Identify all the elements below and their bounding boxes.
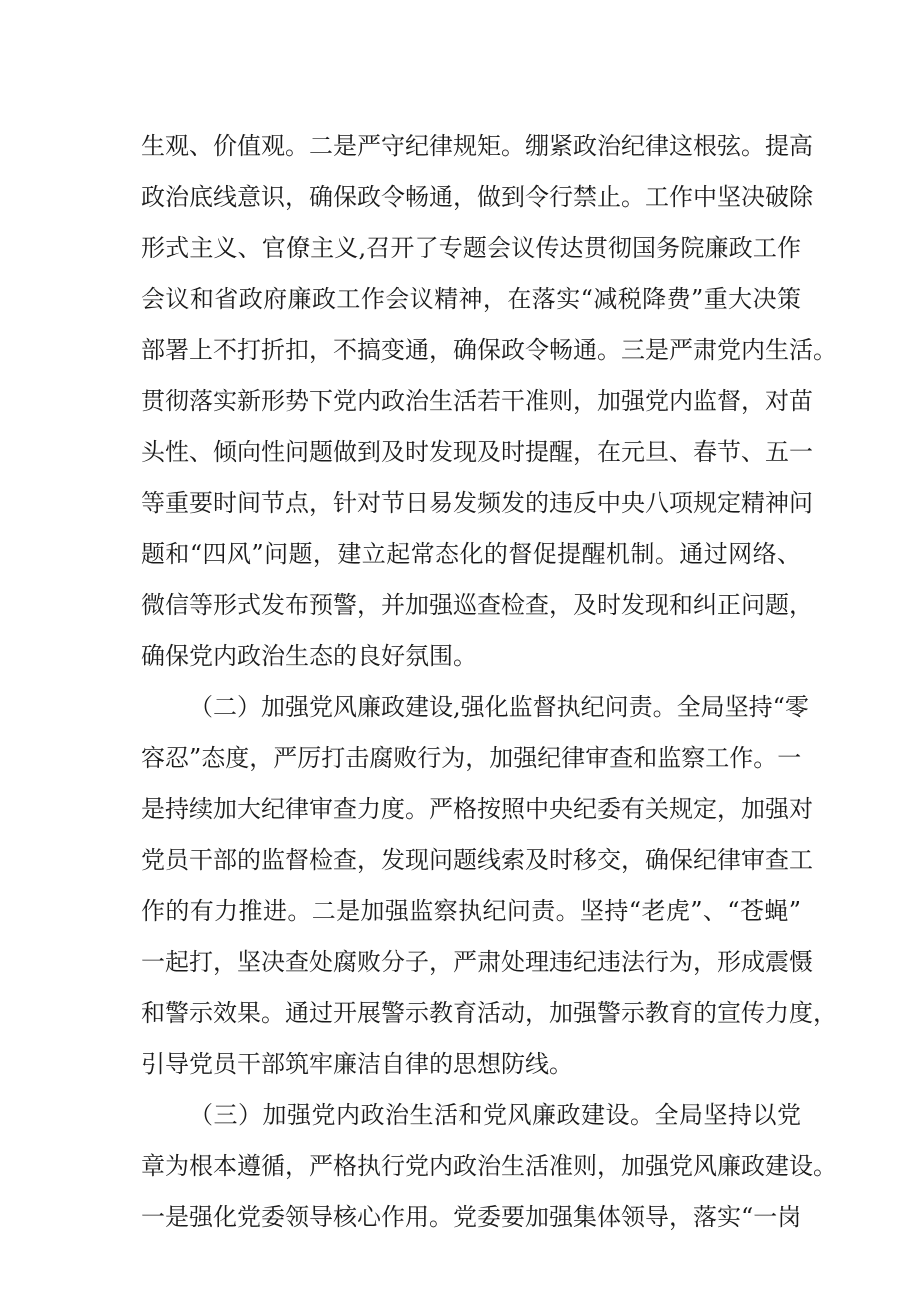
text-line: 形式主义、官僚主义,召开了专题会议传达贯彻国务院廉政工作: [141, 234, 801, 262]
text-line: 容忍”态度，严厉打击腐败行为，加强纪律审查和监察工作。一: [141, 744, 802, 772]
text-line: 一起打，坚决查处腐败分子，严肃处理违纪违法行为，形成震慑: [141, 948, 813, 976]
text-line: 头性、倾向性问题做到及时发现及时提醒，在元旦、春节、五一: [141, 438, 813, 466]
section-heading-line: （二）加强党风廉政建设,强化监督执纪问责。全局坚持“零: [189, 693, 809, 721]
paragraph-end-line: 确保党内政治生态的良好氛围。: [141, 642, 477, 670]
text-line: 一是强化党委领导核心作用。党委要加强集体领导，落实“一岗: [141, 1203, 802, 1231]
text-line: 贯彻落实新形势下党内政治生活若干准则，加强党内监督，对苗: [141, 387, 813, 415]
paragraph-end-line: 引导党员干部筑牢廉洁自律的思想防线。: [141, 1050, 573, 1078]
text-line: 政治底线意识，确保政令畅通，做到令行禁止。工作中坚决破除: [141, 183, 813, 211]
text-line: 微信等形式发布预警，并加强巡查检查，及时发现和纠正问题，: [141, 591, 813, 619]
text-line: 党员干部的监督检查，发现问题线索及时移交，确保纪律审查工: [141, 846, 813, 874]
section-heading-line: （三）加强党内政治生活和党风廉政建设。全局坚持以党: [189, 1101, 801, 1129]
text-line: 和警示效果。通过开展警示教育活动，加强警示教育的宣传力度，: [141, 999, 837, 1027]
text-line: 生观、价值观。二是严守纪律规矩。绷紧政治纪律这根弦。提高: [141, 132, 813, 160]
text-line: 作的有力推进。二是加强监察执纪问责。坚持“老虎”、“苍蝇”: [141, 897, 801, 925]
text-line: 部署上不打折扣，不搞变通，确保政令畅通。三是严肃党内生活。: [141, 336, 837, 364]
text-line: 是持续加大纪律审查力度。严格按照中央纪委有关规定，加强对: [141, 795, 813, 823]
text-line: 会议和省政府廉政工作会议精神，在落实“减税降费”重大决策: [141, 285, 801, 313]
text-line: 章为根本遵循，严格执行党内政治生活准则，加强党风廉政建设。: [141, 1152, 837, 1180]
text-line: 题和“四风”问题，建立起常态化的督促提醒机制。通过网络、: [141, 540, 801, 568]
text-line: 等重要时间节点，针对节日易发频发的违反中央八项规定精神问: [141, 489, 813, 517]
